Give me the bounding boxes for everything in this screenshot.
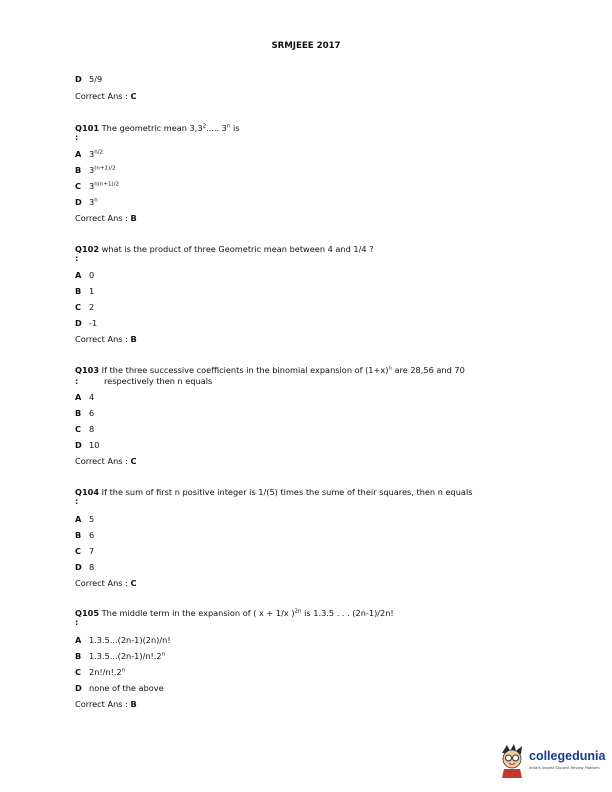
question-text: If the sum of first n positive integer is 1/(5) times the sume of their squares, then n equals (101, 487, 473, 497)
page-header-title: SRMJEEE 2017 (271, 41, 341, 51)
option-a: A 0 (75, 270, 95, 280)
option-a: A $3^{n/2}$ (75, 149, 104, 159)
question-q101 (75, 123, 240, 133)
option-b: B 6 (75, 530, 95, 540)
answer-label: Correct Ans : (75, 91, 128, 101)
option-c: C 2n!/n!.2$^n$ (75, 667, 126, 677)
option-a: A 1.3.5...(2n-1)(2n)/n! (75, 635, 171, 645)
question-number: Q101 (75, 123, 100, 133)
question-number: Q105 (75, 608, 100, 618)
option-d: D 3$^n$ (75, 197, 98, 207)
correct-answer: Correct Ans : C (75, 578, 137, 588)
option-d: D none of the above (75, 683, 164, 693)
option-b: B 1 (75, 286, 95, 296)
question-number: Q102 (75, 244, 100, 254)
question-colon: : (75, 376, 79, 386)
question-q104 (75, 487, 473, 497)
question-text: The geometric mean $3,3^2$..... 3$^n$ is (101, 123, 240, 133)
option-a: A 4 (75, 392, 95, 402)
option-letter: D (75, 74, 82, 84)
mascot-icon (498, 743, 528, 779)
question-q105 (75, 608, 394, 618)
question-text: If the three successive coefficients in the binomial expansion of $(1+x)^n$ are 28,56 and 70 (101, 365, 465, 375)
option-text: 5/9 (89, 74, 103, 84)
question-colon: : (75, 253, 79, 263)
question-text-continued: respectively then n equals (104, 376, 213, 386)
option-b: B $3^{(n+1)/2}$ (75, 165, 116, 175)
logo-wordmark: collegedunia (529, 749, 606, 763)
correct-answer (75, 91, 137, 101)
question-colon: : (75, 496, 79, 506)
option-d: D -1 (75, 318, 98, 328)
option-b: B 1.3.5...(2n-1)/n!.2$^n$ (75, 651, 166, 661)
answer-value: C (130, 91, 137, 101)
option-a: A 5 (75, 514, 95, 524)
question-number: Q103 (75, 365, 100, 375)
option-c: C $3^{n(n+1)/2}$ (75, 181, 119, 191)
question-colon: : (75, 132, 79, 142)
question-colon: : (75, 617, 79, 627)
correct-answer: Correct Ans : B (75, 699, 137, 709)
logo-tagline: India's largest Student Review Platform (529, 766, 600, 770)
question-text: The middle term in the expansion of ( x + 1/x )$^{2n}$ is 1.3.5 . . . (2n-1)/2n! (101, 608, 394, 618)
option-d: D 8 (75, 562, 95, 572)
question-q103 (75, 365, 465, 375)
option-c: C 7 (75, 546, 95, 556)
question-text: what is the product of three Geometric mean between 4 and 1/4 ? (101, 244, 374, 254)
option-c: C 8 (75, 424, 95, 434)
option-d: D 10 (75, 440, 100, 450)
question-number: Q104 (75, 487, 100, 497)
option-b: B 6 (75, 408, 95, 418)
correct-answer: Correct Ans : B (75, 213, 137, 223)
correct-answer: Correct Ans : C (75, 456, 137, 466)
correct-answer: Correct Ans : B (75, 334, 137, 344)
option-d (75, 74, 102, 84)
question-q102 (75, 244, 374, 254)
option-c: C 2 (75, 302, 95, 312)
